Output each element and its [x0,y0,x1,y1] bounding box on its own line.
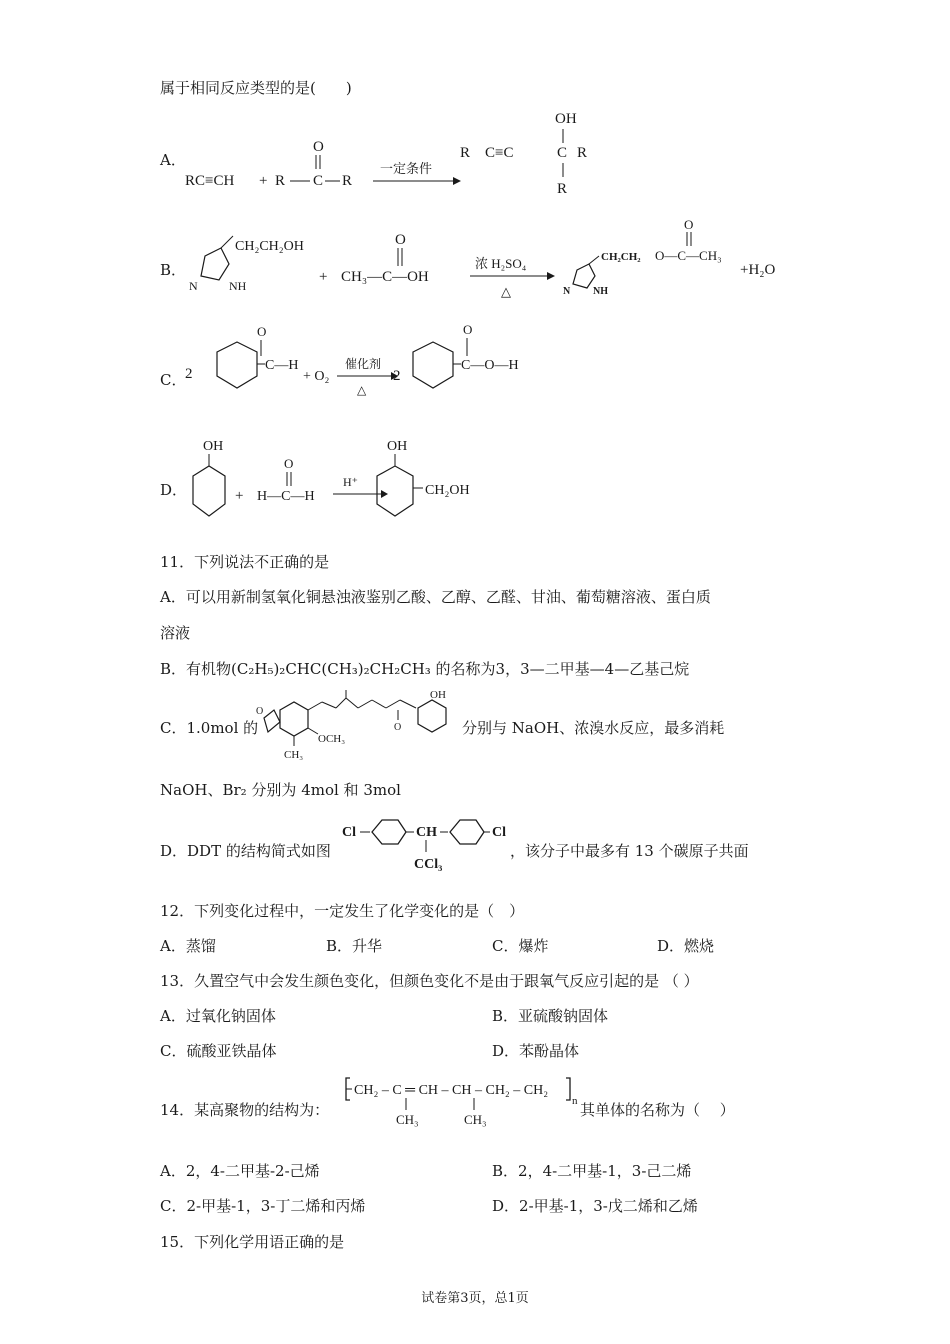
q14-stem-post: 其单体的名称为（ ） [580,1101,735,1119]
q12-option-a: A．蒸馏 [160,937,216,955]
q13-title: 13．久置空气中会发生颜色变化，但颜色变化不是由于跟氧气反应引起的是 （ ） [160,972,699,990]
b-product-nh: NH [593,286,608,297]
c-plus-oxygen: + O₂ [303,369,330,384]
q10-stem: 属于相同反应类型的是( ) [160,79,352,97]
q14-option-a: A．2，4-二甲基-2-己烯 [160,1162,320,1180]
c-catalyst: 催化剂 [345,357,382,371]
b-side-chain: CH₂CH₂OH [235,239,304,254]
d-formaldehyde: H—C—H [257,489,315,504]
q10-option-d-equation [185,432,505,527]
c-acid-group: C—O—H [461,358,519,373]
q10-option-b-equation [185,218,785,308]
b-plus: + [319,269,328,285]
d-product-oh: OH [387,439,408,454]
b-n: N [189,279,198,293]
q14-option-c: C．2-甲基-1，3-丁二烯和丙烯 [160,1197,366,1215]
c-structure-oh: OH [430,690,446,701]
c-structure-och3: OCH₃ [318,733,346,745]
q14-methyl-b: CH₃ [464,1112,487,1127]
c-coefficient: 2 [185,366,193,382]
a-product-oh: OH [555,111,577,127]
c-delta: △ [357,383,367,397]
q11-option-c-pre: C．1.0mol 的 [160,719,259,737]
a-ketone-r1: R [275,173,286,189]
a-product-c: C [557,145,568,161]
q14-polymer-structure [344,1072,584,1132]
ddt-ch: CH [416,825,437,840]
q10-option-a-equation [185,105,605,205]
q12-option-c: C．爆炸 [492,937,549,955]
q15-title: 15．下列化学用语正确的是 [160,1233,345,1251]
q14-option-b: B．2，4-二甲基-1，3-己二烯 [492,1162,692,1180]
q10-option-b-label: B． [160,261,187,279]
q13-option-d: D．苯酚晶体 [492,1042,580,1060]
q13-option-c: C．硫酸亚铁晶体 [160,1042,277,1060]
q10-option-c-label: C． [160,371,187,389]
d-plus: + [235,488,244,504]
svg-text:O: O [394,722,402,733]
a-product-r: R [460,145,471,161]
c-coefficient-2: 2 [393,368,401,384]
d-phenol-oh: OH [203,439,224,454]
q14-chain: CH₂ – C ═ CH – CH – CH₂ – CH₂ [354,1083,549,1098]
q13-option-b: B．亚硫酸钠固体 [492,1007,609,1025]
d-acid-catalyst: H⁺ [343,475,358,489]
svg-text:O: O [256,706,264,717]
a-ketone-r2: R [342,173,353,189]
a-condition: 一定条件 [380,161,433,176]
a-reactant-alkyne: RC≡CH [185,173,235,189]
page-footer: 试卷第3页，总1页 [421,1291,529,1306]
b-acetic-acid: CH₃—C—OH [341,269,429,285]
b-delta: △ [501,284,511,299]
q13-option-a: A．过氧化钠固体 [160,1007,276,1025]
ddt-ccl3: CCl₃ [414,857,443,872]
a-plus: + [259,173,268,189]
a-ketone-o: O [313,139,324,155]
b-product-o: O [684,218,694,232]
q12-option-d: D．燃烧 [657,937,715,955]
q10-option-a-label: A． [160,151,186,169]
ddt-cl-left: Cl [342,825,356,840]
b-condition: 浓 H₂SO₄ [475,256,527,271]
q14-option-d: D．2-甲基-1，3-戊二烯和乙烯 [492,1197,698,1215]
q12-option-b: B．升华 [326,937,383,955]
q11-option-c-post: 分别与 NaOH、浓溴水反应，最多消耗 [462,719,725,737]
q14-stem-pre: 14．某高聚物的结构为： [160,1101,330,1119]
q11-option-b: B．有机物(C₂H₅)₂CHC(CH₃)₂CH₂CH₃ 的名称为3，3—二甲基—4—乙基己烷 [160,660,690,678]
a-product-triple: C≡C [485,145,514,161]
c-aldehyde-group: C—H [265,358,299,373]
q11-title: 11．下列说法不正确的是 [160,553,330,571]
q11-option-d-ddt-structure [342,812,512,874]
d-product-ch2oh: CH₂OH [425,483,470,498]
q14-n: n [572,1095,578,1107]
a-product-r1: R [577,145,588,161]
b-nh: NH [229,279,247,293]
ddt-cl-right: Cl [492,825,506,840]
c-aldehyde-o: O [257,324,267,339]
q12-title: 12．下列变化过程中，一定发生了化学变化的是（ ） [160,902,525,920]
q11-option-a-line2: 溶液 [160,624,191,642]
q11-option-d-post: ，该分子中最多有 13 个碳原子共面 [510,842,749,860]
b-acid-o: O [395,232,406,248]
q11-option-d-pre: D．DDT 的结构简式如图 [160,842,331,860]
b-product-n: N [563,286,571,297]
q11-option-a-line1: A．可以用新制氢氧化铜悬浊液鉴别乙酸、乙醇、乙醛、甘油、葡萄糖溶液、蛋白质 [160,588,711,606]
q11-option-c-structure [254,690,464,762]
b-product-ester: O—C—CH₃ [655,248,722,263]
d-formaldehyde-o: O [284,456,294,471]
svg-text:C: C [313,173,324,189]
b-water: +H₂O [740,262,776,278]
c-structure-ch3: CH₃ [284,749,304,761]
q10-option-c-equation [185,322,545,412]
q14-methyl-a: CH₃ [396,1112,419,1127]
b-product-chain: CH₂CH₂ [601,251,641,263]
q10-option-d-label: D． [160,481,188,499]
c-acid-o: O [463,322,473,337]
q11-option-c-line2: NaOH、Br₂ 分别为 4mol 和 3mol [160,781,401,799]
a-product-r2: R [557,181,568,197]
